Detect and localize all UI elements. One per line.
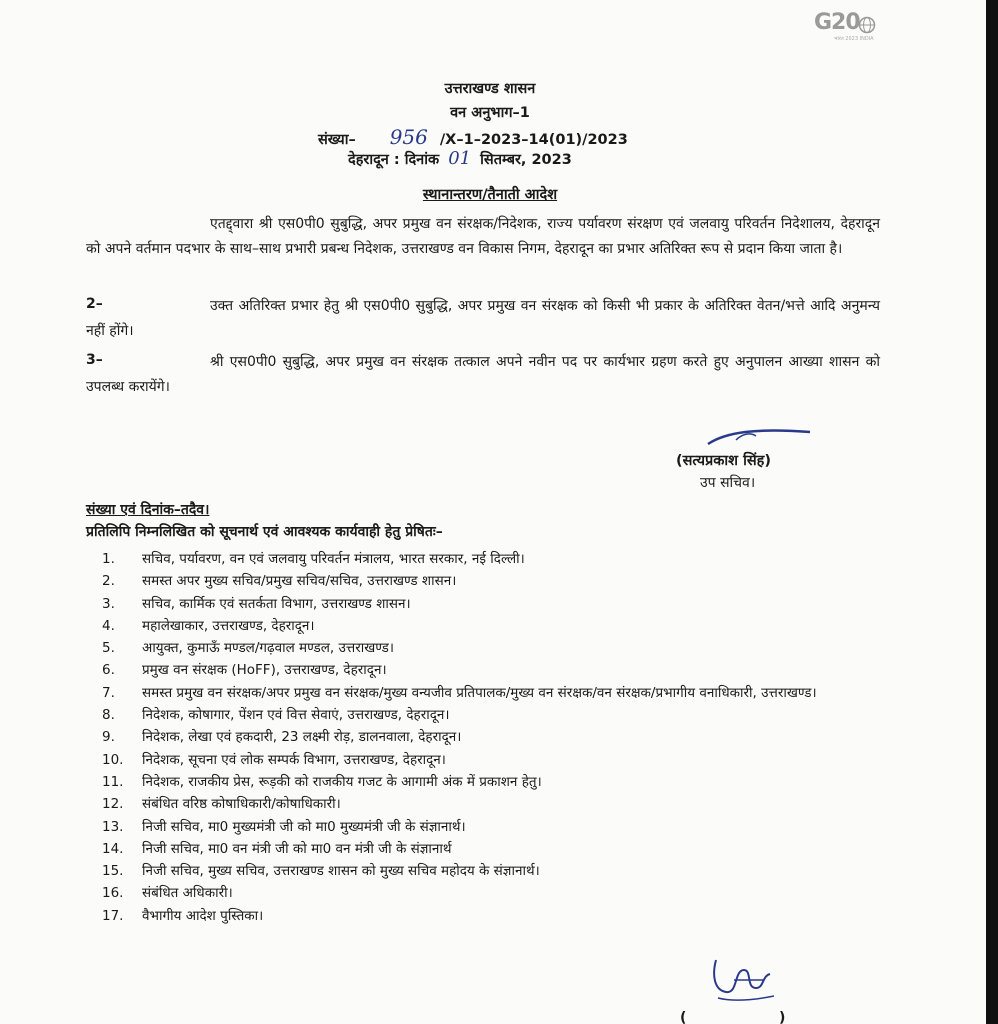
item-text: निदेशक, लेखा एवं हकदारी, 23 लक्ष्मी रोड़, डालनवाला, देहरादून।: [142, 729, 462, 746]
item-text: समस्त प्रमुख वन संरक्षक/अपर प्रमुख वन संरक्षक/मुख्य वन्यजीव प्रतिपालक/मुख्य वन संरक्षक/वन संरक्षक/प्रभागीय वनाधिकारी, उत्तराखण्ड।: [142, 684, 817, 701]
item-number: 5.: [102, 640, 115, 657]
handwritten-signature: [704, 950, 784, 1010]
reference-number: [318, 125, 628, 149]
item-text: समस्त अपर मुख्य सचिव/प्रमुख सचिव/सचिव, उत्तराखण्ड शासन।: [142, 573, 457, 590]
g20-logo-text: G20: [814, 10, 860, 35]
item-text: महालेखाकार, उत्तराखण्ड, देहरादून।: [142, 617, 315, 634]
g20-logo: [812, 6, 878, 46]
item-number: 15.: [102, 863, 124, 880]
item-text: आयुक्त, कुमाऊँ मण्डल/गढ़वाल मण्डल, उत्तराखण्ड।: [142, 640, 395, 657]
signatory-designation: उप सचिव।: [700, 475, 756, 491]
paragraph-3-number: 3–: [86, 352, 103, 368]
paragraph-1: एतद्द्वारा श्री एस0पी0 सुबुद्धि, अपर प्रमुख वन संरक्षक/निदेशक, राज्य पर्यावरण संरक्षण एवं जलवायु परिवर्तन निदेशालय, देहरादून को अपने वर्तमान पदभार के साथ–साथ प्रभारी प्रबन्ध निदेशक, उत्तराखण्ड वन विकास निगम, देहरादून का प्रभार अतिरिक्त रूप से प्रदान किया जाता है।: [86, 216, 880, 257]
copy-recipient-item: [86, 816, 880, 838]
item-text: संबंधित अधिकारी।: [142, 885, 233, 902]
order-subject: स्थानान्तरण/तैनाती आदेश: [422, 187, 558, 203]
issue-date: [348, 148, 572, 169]
copy-recipient-item: [86, 637, 880, 659]
date-suffix: सितम्बर, 2023: [480, 152, 572, 168]
section-name: वन अनुभाग–1: [450, 105, 530, 121]
item-text: वैभागीय आदेश पुस्तिका।: [142, 907, 264, 924]
item-number: 3.: [102, 595, 115, 612]
item-number: 12.: [102, 796, 124, 813]
date-prefix: देहरादून : दिनांक: [348, 152, 440, 168]
copy-recipient-item: [86, 682, 880, 704]
handwritten-number: 956: [389, 125, 428, 149]
item-text: निदेशक, सूचना एवं लोक सम्पर्क विभाग, उत्तराखण्ड, देहरादून।: [142, 751, 446, 768]
item-text: निजी सचिव, मा0 मुख्यमंत्री जी को मा0 मुख्यमंत्री जी के संज्ञानार्थ।: [142, 818, 466, 835]
copy-recipient-item: [86, 793, 880, 815]
g20-logo-subtext: भारत 2023 INDIA: [834, 36, 874, 42]
item-number: 17.: [102, 907, 124, 924]
item-text: निजी सचिव, मा0 वन मंत्री जी को मा0 वन मंत्री जी के संज्ञानार्थ: [142, 840, 452, 857]
item-number: 7.: [102, 684, 115, 701]
item-number: 10.: [102, 751, 124, 768]
copy-recipient-item: [86, 704, 880, 726]
copy-recipient-item: [86, 726, 880, 748]
scan-edge: [986, 0, 998, 1024]
copy-recipient-item: [86, 838, 880, 860]
globe-icon: [858, 16, 876, 34]
item-number: 8.: [102, 707, 115, 724]
copy-recipient-item: [86, 659, 880, 681]
item-text: निजी सचिव, मुख्य सचिव, उत्तराखण्ड शासन को मुख्य सचिव महोदय के संज्ञानार्थ।: [142, 863, 540, 880]
item-text: सचिव, कार्मिक एवं सतर्कता विभाग, उत्तराखण्ड शासन।: [142, 595, 411, 612]
copy-recipient-item: [86, 749, 880, 771]
item-number: 16.: [102, 885, 124, 902]
item-number: 2.: [102, 573, 115, 590]
cut-off-signatory-name: ( ): [680, 1010, 786, 1024]
copy-recipient-item: [86, 882, 880, 904]
item-text: निदेशक, राजकीय प्रेस, रूड़की को राजकीय गजट के आगामी अंक में प्रकाशन हेतु।: [142, 773, 542, 790]
number-suffix: /X–1–2023–14(01)/2023: [439, 132, 628, 148]
item-number: 6.: [102, 662, 115, 679]
copy-recipient-item: [86, 570, 880, 592]
item-text: सचिव, पर्यावरण, वन एवं जलवायु परिवर्तन मंत्रालय, भारत सरकार, नई दिल्ली।: [142, 551, 525, 567]
item-number: 4.: [102, 617, 115, 634]
item-text: प्रमुख वन संरक्षक (HoFF), उत्तराखण्ड, देहरादून।: [142, 662, 387, 679]
handwritten-date: 01: [448, 148, 472, 169]
item-number: 11.: [102, 773, 124, 790]
item-text: संबंधित वरिष्ठ कोषाधिकारी/कोषाधिकारी।: [142, 796, 341, 813]
copy-recipient-item: [86, 860, 880, 882]
copy-recipient-list: [86, 548, 880, 927]
copy-recipient-item: [86, 593, 880, 615]
item-number: 13.: [102, 818, 124, 835]
signatory-name: (सत्यप्रकाश सिंह): [676, 453, 771, 469]
copy-recipient-item: [86, 548, 880, 570]
item-number: 14.: [102, 840, 124, 857]
paragraph-3: श्री एस0पी0 सुबुद्धि, अपर प्रमुख वन संरक्षक तत्काल अपने नवीन पद पर कार्यभार ग्रहण करते हुए अनुपालन आख्या शासन को उपलब्ध करायेंगे।: [86, 354, 880, 395]
copy-recipient-item: [86, 771, 880, 793]
paragraph-2-number: 2–: [86, 296, 103, 312]
item-number: 1.: [102, 551, 115, 567]
signature-stroke: [706, 422, 816, 452]
copy-recipient-item: [86, 615, 880, 637]
government-name: उत्तराखण्ड शासन: [444, 81, 536, 97]
item-text: निदेशक, कोषागार, पेंशन एवं वित्त सेवाएं, उत्तराखण्ड, देहरादून।: [142, 707, 450, 724]
copy-intro: प्रतिलिपि निम्नलिखित को सूचनार्थ एवं आवश्यक कार्यवाही हेतु प्रेषितः–: [86, 524, 443, 540]
paragraph-2: उक्त अतिरिक्त प्रभार हेतु श्री एस0पी0 सुबुद्धि, अपर प्रमुख वन संरक्षक को किसी भी प्रकार के अतिरिक्त वेतन/भत्ते आदि अनुमन्य नहीं होंगे।: [86, 298, 880, 339]
item-number: 9.: [102, 729, 115, 746]
number-label: संख्या–: [318, 132, 356, 148]
copy-heading: संख्या एवं दिनांक–तदैव।: [86, 502, 210, 518]
copy-recipient-item: [86, 905, 880, 927]
